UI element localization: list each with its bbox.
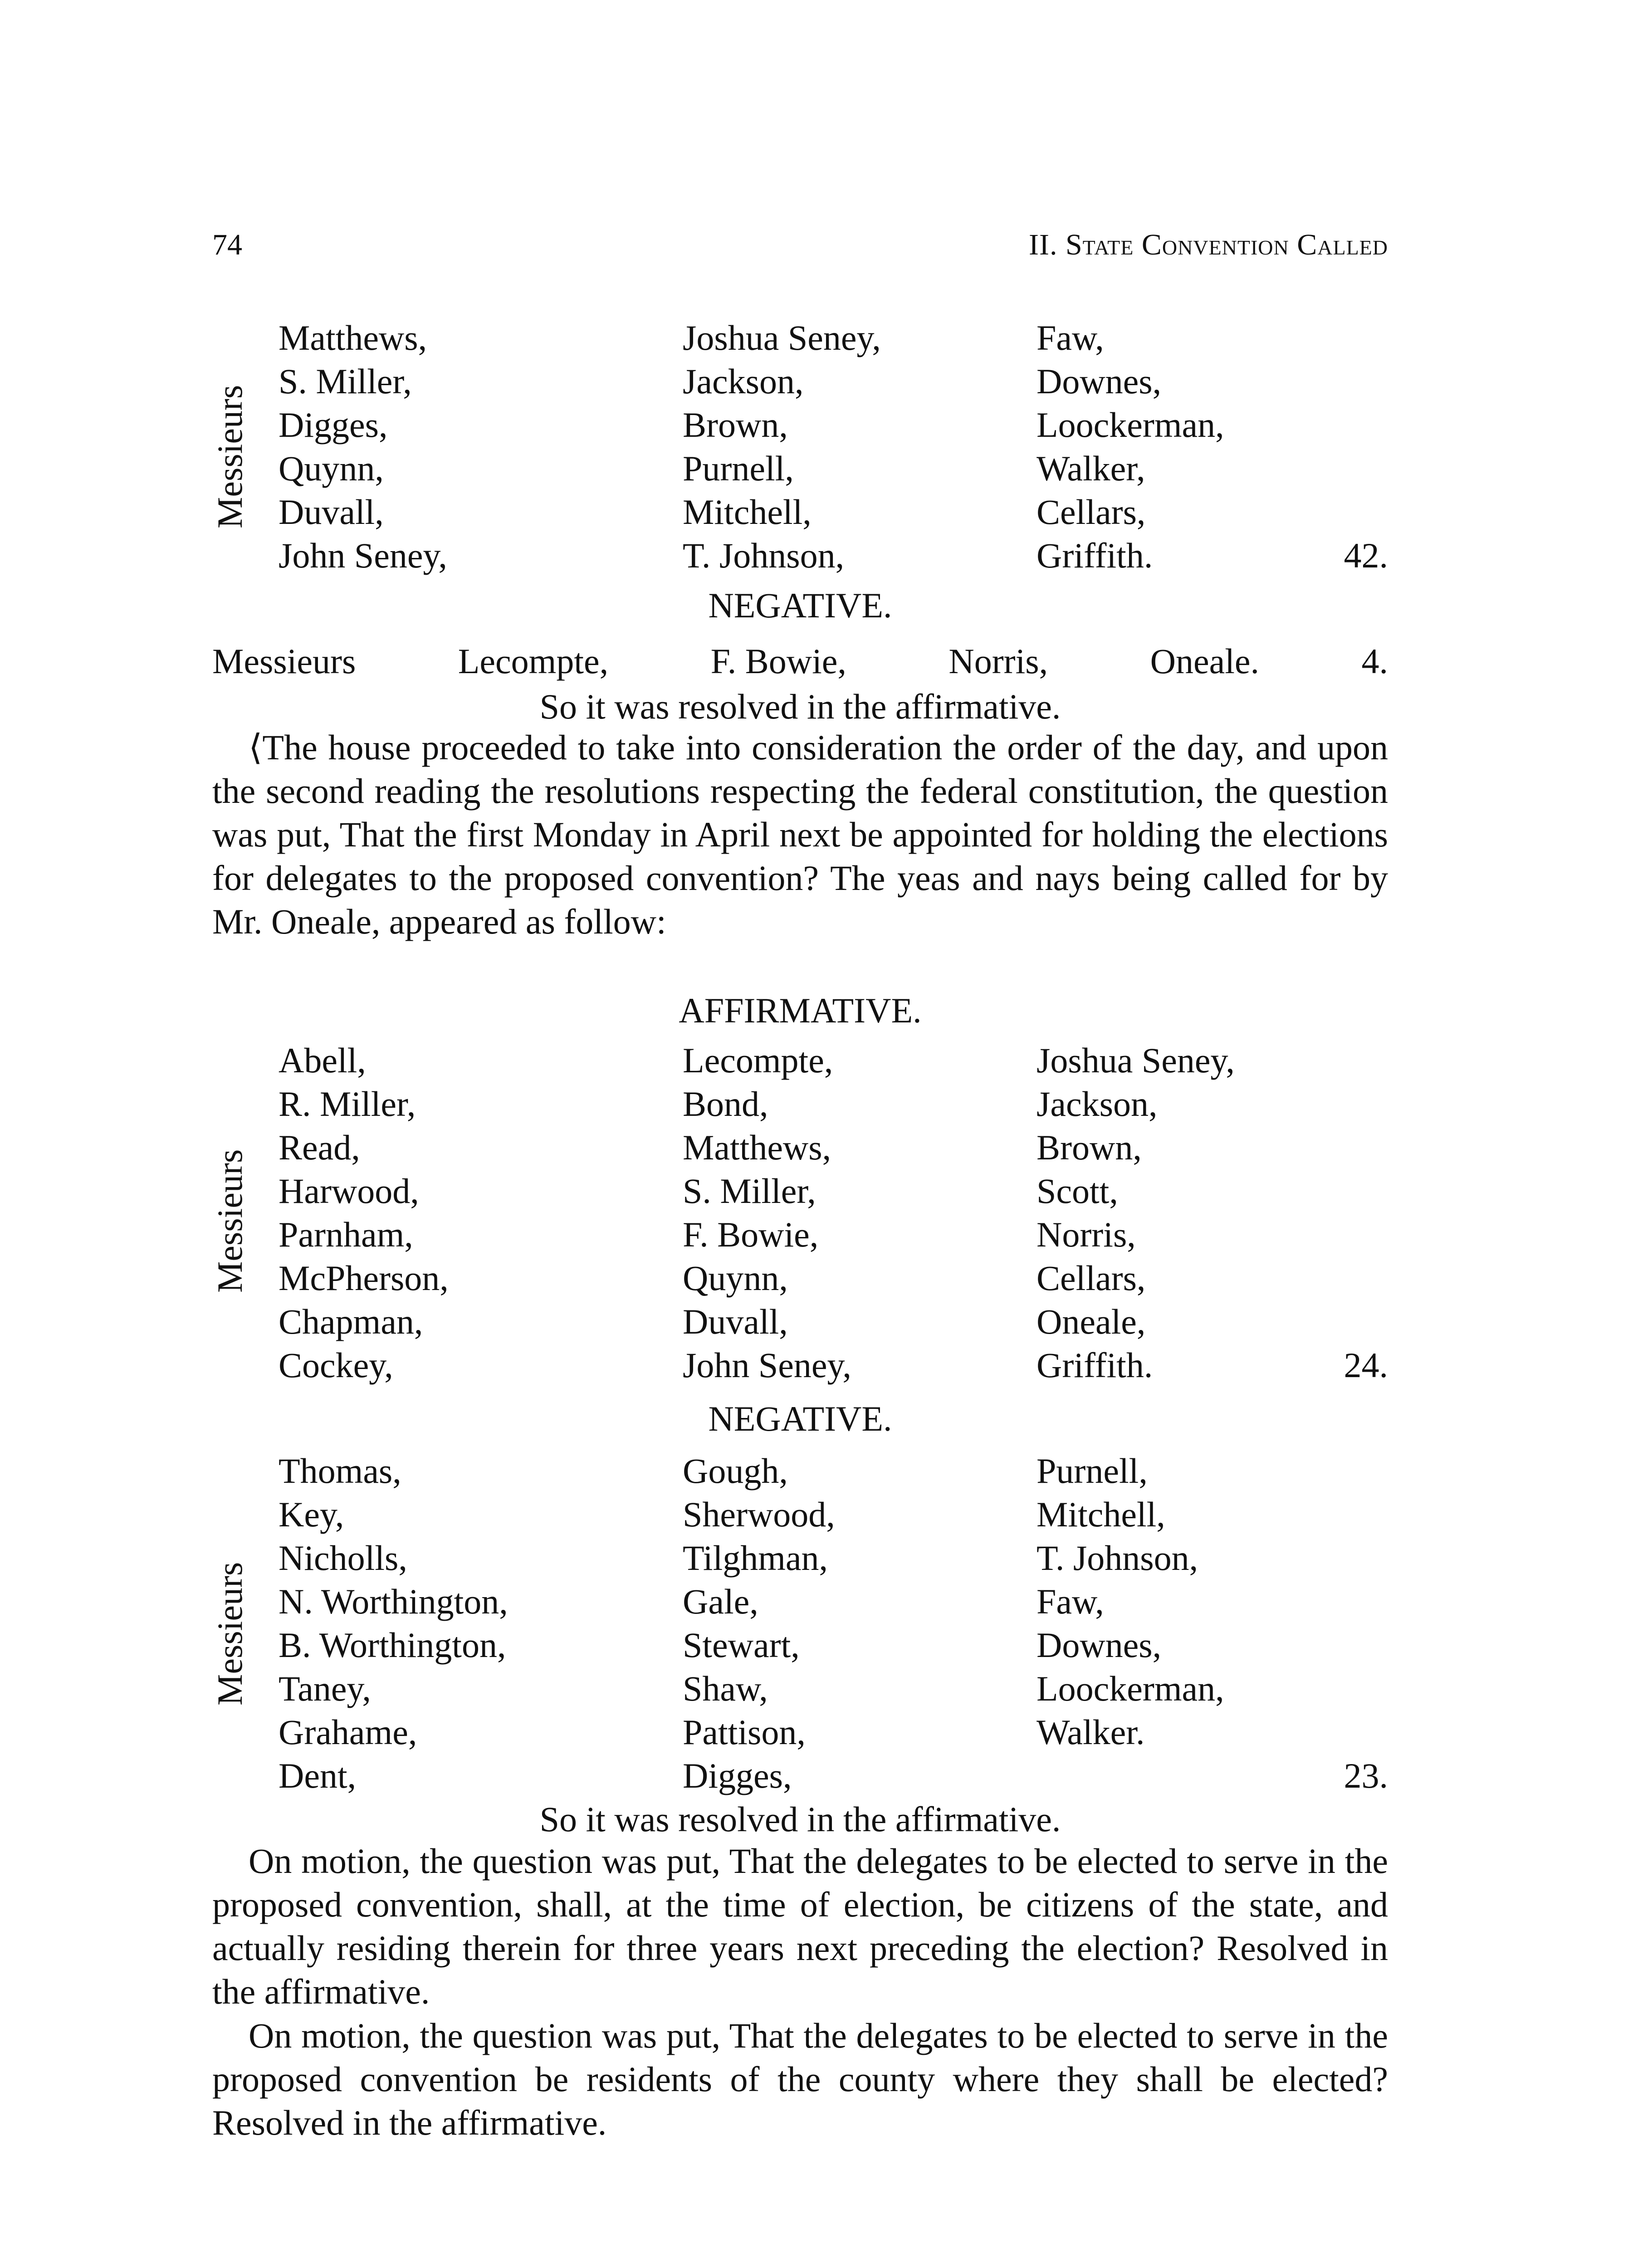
- page-header: [212, 227, 1388, 263]
- vote-total: 42.: [1344, 536, 1388, 575]
- list-item: Downes,: [1037, 362, 1162, 401]
- list-item: Norris,: [949, 641, 1048, 681]
- list-item: Oneale,: [1037, 1302, 1146, 1341]
- page-number: 74: [212, 228, 242, 261]
- list-item: Cellars,: [1037, 1258, 1146, 1298]
- list-item: Nicholls,: [279, 1538, 407, 1578]
- list-item: Norris,: [1037, 1215, 1136, 1254]
- negative-heading: NEGATIVE.: [708, 1399, 892, 1438]
- list-item: T. Johnson,: [1037, 1538, 1198, 1578]
- list-item: Chapman,: [279, 1302, 423, 1341]
- list-item: Quynn,: [683, 1258, 788, 1298]
- list-item: Purnell,: [683, 449, 794, 488]
- paragraph: [212, 726, 1388, 943]
- paragraph-text: On motion, the question was put, That the delegates to be elected to serve in the proposed convention, shall, at the time of election, be citizens of the state, and actually residing therein for three years next preceding the election? Resolved in the affirmative.: [212, 1841, 1388, 2011]
- side-label-messieurs: Messieurs: [210, 1562, 249, 1706]
- list-item: Scott,: [1037, 1171, 1118, 1211]
- list-item: Lecompte,: [458, 641, 609, 681]
- list-item: Cellars,: [1037, 492, 1146, 532]
- list-item: T. Johnson,: [683, 536, 845, 575]
- list-item: Duvall,: [279, 492, 384, 532]
- list-item: Grahame,: [279, 1712, 417, 1752]
- list-item: Pattison,: [683, 1712, 806, 1752]
- list-item: Tilghman,: [683, 1538, 828, 1578]
- list-item: Faw,: [1037, 1582, 1104, 1621]
- paragraph-text: On motion, the question was put, That the delegates to be elected to serve in the proposed convention be residents of the county where they shall be elected? Resolved in the affirmative.: [212, 2016, 1388, 2142]
- list-item: F. Bowie,: [683, 1215, 819, 1254]
- list-item: Griffith.: [1037, 536, 1153, 575]
- list-item: Digges,: [683, 1756, 792, 1795]
- list-item: Joshua Seney,: [1037, 1041, 1235, 1080]
- list-item: Thomas,: [279, 1451, 401, 1491]
- list-item: S. Miller,: [279, 362, 412, 401]
- list-item: Key,: [279, 1495, 344, 1534]
- list-item: McPherson,: [279, 1258, 449, 1298]
- list-item: S. Miller,: [683, 1171, 816, 1211]
- list-item: Oneale.: [1150, 641, 1260, 681]
- list-item: Gale,: [683, 1582, 758, 1621]
- list-item: R. Miller,: [279, 1084, 416, 1124]
- side-label-messieurs: Messieurs: [210, 385, 249, 528]
- list-item: Sherwood,: [683, 1495, 835, 1534]
- paragraph-text: ⟨The house proceeded to take into consideration the order of the day, and upon the second reading the resolutions respecting the federal constitution, the question was put, That the first Monday in April next be appointed for holding the elections for delegates to the proposed convention? The yeas and nays being called for by Mr. Oneale, appeared as follow:: [212, 728, 1388, 941]
- list-item: Lecompte,: [683, 1041, 833, 1080]
- list-item: Downes,: [1037, 1625, 1162, 1665]
- list-item: Faw,: [1037, 318, 1104, 357]
- list-item: Gough,: [683, 1451, 788, 1491]
- list-item: Digges,: [279, 405, 388, 445]
- list-item: Dent,: [279, 1756, 357, 1795]
- list-item: Jackson,: [683, 362, 804, 401]
- list-item: Bond,: [683, 1084, 768, 1124]
- side-label-messieurs: Messieurs: [210, 1149, 249, 1293]
- list-item: Abell,: [279, 1041, 366, 1080]
- vote-total: 24.: [1344, 1345, 1388, 1385]
- list-item: Matthews,: [279, 318, 427, 357]
- list-item: Purnell,: [1037, 1451, 1148, 1491]
- list-item: Mitchell,: [1037, 1495, 1165, 1534]
- resolution-result: So it was resolved in the affirmative.: [539, 687, 1061, 726]
- list-item: Duvall,: [683, 1302, 788, 1341]
- running-title: II. State Convention Called: [1028, 228, 1388, 261]
- vote-total: 4.: [1361, 641, 1388, 681]
- list-item: B. Worthington,: [279, 1625, 506, 1665]
- list-item: Read,: [279, 1128, 360, 1167]
- list-item: Parnham,: [279, 1215, 413, 1254]
- list-item: John Seney,: [279, 536, 447, 575]
- negative-heading: NEGATIVE.: [708, 586, 892, 625]
- list-item: John Seney,: [683, 1345, 851, 1385]
- list-item: Quynn,: [279, 449, 384, 488]
- paragraph: [212, 1839, 1388, 2014]
- paragraph: [212, 2014, 1388, 2145]
- vote-total: 23.: [1344, 1756, 1388, 1795]
- list-item: Jackson,: [1037, 1084, 1158, 1124]
- list-item: Shaw,: [683, 1669, 768, 1708]
- list-item: Joshua Seney,: [683, 318, 881, 357]
- list-item: N. Worthington,: [279, 1582, 508, 1621]
- list-item: Mitchell,: [683, 492, 812, 532]
- list-item: F. Bowie,: [710, 641, 846, 681]
- list-item: Loockerman,: [1037, 405, 1224, 445]
- list-item: Brown,: [1037, 1128, 1142, 1167]
- list-item: Harwood,: [279, 1171, 419, 1211]
- list-item: Loockerman,: [1037, 1669, 1224, 1708]
- list-item: Griffith.: [1037, 1345, 1153, 1385]
- list-item: Taney,: [279, 1669, 371, 1708]
- list-item: Stewart,: [683, 1625, 800, 1665]
- list-item: Brown,: [683, 405, 788, 445]
- resolution-result: So it was resolved in the affirmative.: [539, 1799, 1061, 1839]
- list-item: Cockey,: [279, 1345, 393, 1385]
- negative-label: Messieurs: [212, 641, 356, 681]
- negative-row: [212, 640, 1388, 683]
- list-item: Matthews,: [683, 1128, 831, 1167]
- list-item: Walker,: [1037, 449, 1145, 488]
- list-item: Walker.: [1037, 1712, 1145, 1752]
- affirmative-heading: AFFIRMATIVE.: [679, 991, 922, 1030]
